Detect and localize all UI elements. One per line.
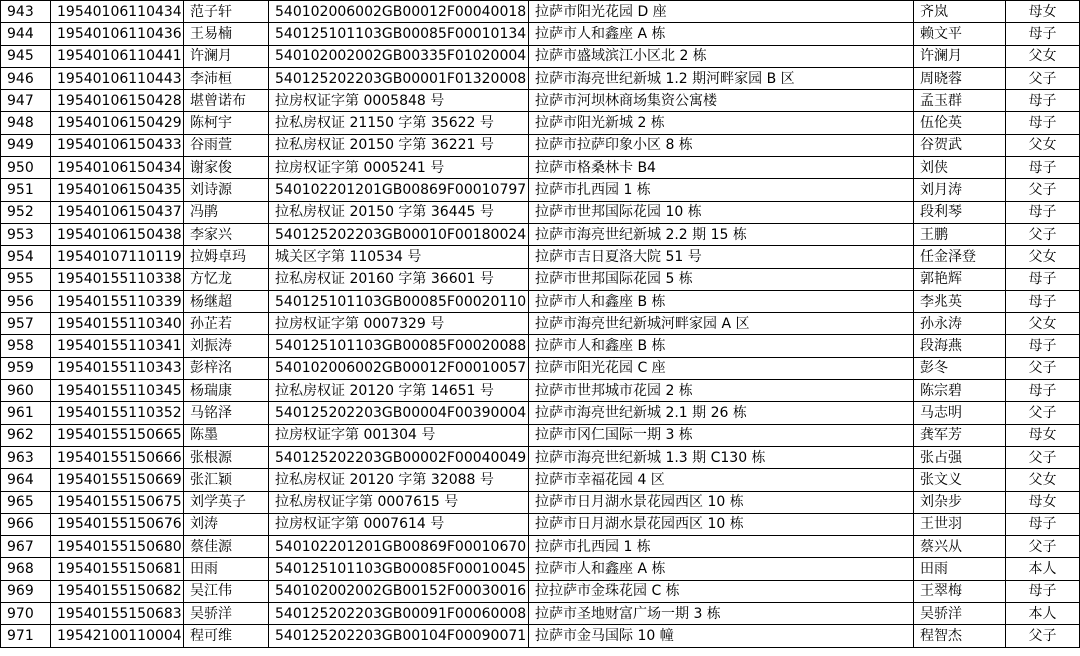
cell-number: 954 — [1, 246, 51, 268]
cell-address: 拉萨市日月湖水景花园西区 10 栋 — [529, 491, 914, 513]
cell-guardian: 刘月涛 — [914, 179, 1006, 201]
cell-guardian: 李兆英 — [914, 290, 1006, 312]
cell-property-certificate: 拉私房权证 20120 字第 14651 号 — [269, 380, 529, 402]
cell-guardian: 孙永涛 — [914, 313, 1006, 335]
table-row — [1, 23, 1080, 45]
cell-student-name: 孙芷若 — [184, 313, 269, 335]
cell-address: 拉萨市海亮世纪新城 1.2 期河畔家园 B 区 — [529, 67, 914, 89]
cell-guardian: 张占强 — [914, 446, 1006, 468]
cell-number: 967 — [1, 536, 51, 558]
cell-guardian: 刘杂步 — [914, 491, 1006, 513]
table-row — [1, 1, 1080, 23]
cell-relation: 父子 — [1006, 179, 1080, 201]
cell-guardian: 许澜月 — [914, 45, 1006, 67]
cell-relation: 父子 — [1006, 625, 1080, 647]
cell-student-id: 19540155110339 — [51, 290, 184, 312]
cell-address: 拉萨市幸福花园 4 区 — [529, 469, 914, 491]
cell-student-name: 方忆龙 — [184, 268, 269, 290]
table-row — [1, 112, 1080, 134]
cell-property-certificate: 拉私房权证 20150 字第 36445 号 — [269, 201, 529, 223]
cell-number: 966 — [1, 513, 51, 535]
cell-guardian: 段利琴 — [914, 201, 1006, 223]
cell-student-name: 杨瑞康 — [184, 380, 269, 402]
cell-number: 946 — [1, 67, 51, 89]
cell-guardian: 张文义 — [914, 469, 1006, 491]
cell-student-name: 刘诗源 — [184, 179, 269, 201]
cell-property-certificate: 拉房权证字第 0005848 号 — [269, 90, 529, 112]
cell-student-id: 19540155110338 — [51, 268, 184, 290]
cell-relation: 父子 — [1006, 67, 1080, 89]
cell-relation: 母子 — [1006, 201, 1080, 223]
cell-student-name: 田雨 — [184, 558, 269, 580]
cell-address: 拉萨市格桑林卡 B4 — [529, 157, 914, 179]
cell-property-certificate: 540125101103GB00085F00010045 — [269, 558, 529, 580]
cell-guardian: 陈宗碧 — [914, 380, 1006, 402]
cell-address: 拉萨市海亮世纪新城 2.1 期 26 栋 — [529, 402, 914, 424]
cell-address: 拉萨市人和鑫座 A 栋 — [529, 558, 914, 580]
cell-relation: 本人 — [1006, 603, 1080, 625]
cell-property-certificate: 拉私房权证 20160 字第 36601 号 — [269, 268, 529, 290]
cell-guardian: 马志明 — [914, 402, 1006, 424]
cell-address: 拉萨市河坝林商场集资公寓楼 — [529, 90, 914, 112]
cell-address: 拉萨市阳光花园 D 座 — [529, 1, 914, 23]
cell-student-id: 19540155110341 — [51, 335, 184, 357]
cell-student-name: 张汇颖 — [184, 469, 269, 491]
cell-relation: 父子 — [1006, 402, 1080, 424]
cell-property-certificate: 拉私房权证字第 0007615 号 — [269, 491, 529, 513]
cell-property-certificate: 拉房权证字第 001304 号 — [269, 424, 529, 446]
table-row — [1, 603, 1080, 625]
cell-relation: 母子 — [1006, 268, 1080, 290]
table-row — [1, 513, 1080, 535]
cell-student-name: 蔡佳源 — [184, 536, 269, 558]
cell-number: 962 — [1, 424, 51, 446]
cell-guardian: 王翠梅 — [914, 580, 1006, 602]
table-row — [1, 246, 1080, 268]
cell-property-certificate: 540125202203GB00002F00040049 — [269, 446, 529, 468]
cell-relation: 父女 — [1006, 313, 1080, 335]
cell-guardian: 周晓蓉 — [914, 67, 1006, 89]
cell-student-id: 19540155150681 — [51, 558, 184, 580]
cell-guardian: 齐岚 — [914, 1, 1006, 23]
cell-property-certificate: 540102006002GB00012F00040018 — [269, 1, 529, 23]
cell-address: 拉萨市海亮世纪新城 1.3 期 C130 栋 — [529, 446, 914, 468]
cell-student-id: 19540155150676 — [51, 513, 184, 535]
cell-guardian: 孟玉群 — [914, 90, 1006, 112]
table-row — [1, 313, 1080, 335]
cell-relation: 父女 — [1006, 45, 1080, 67]
cell-property-certificate: 拉房权证字第 0005241 号 — [269, 157, 529, 179]
cell-student-id: 19540106110443 — [51, 67, 184, 89]
cell-property-certificate: 540102006002GB00012F00010057 — [269, 357, 529, 379]
table-row — [1, 402, 1080, 424]
cell-address: 拉萨市世邦城市花园 2 栋 — [529, 380, 914, 402]
cell-student-id: 19540106150433 — [51, 134, 184, 156]
cell-address: 拉萨市人和鑫座 B 栋 — [529, 335, 914, 357]
cell-address: 拉萨市圣地财富广场一期 3 栋 — [529, 603, 914, 625]
cell-student-name: 刘振涛 — [184, 335, 269, 357]
cell-student-name: 张根源 — [184, 446, 269, 468]
cell-number: 944 — [1, 23, 51, 45]
cell-number: 963 — [1, 446, 51, 468]
cell-relation: 本人 — [1006, 558, 1080, 580]
cell-guardian: 伍伦英 — [914, 112, 1006, 134]
cell-number: 951 — [1, 179, 51, 201]
cell-student-id: 19540155150680 — [51, 536, 184, 558]
cell-relation: 父子 — [1006, 536, 1080, 558]
cell-guardian: 郭艳辉 — [914, 268, 1006, 290]
cell-number: 945 — [1, 45, 51, 67]
cell-student-id: 19540155110343 — [51, 357, 184, 379]
cell-number: 947 — [1, 90, 51, 112]
cell-number: 969 — [1, 580, 51, 602]
cell-guardian: 任金泽登 — [914, 246, 1006, 268]
cell-student-id: 19540106150434 — [51, 157, 184, 179]
cell-guardian: 王鹏 — [914, 223, 1006, 245]
cell-student-name: 李沛桓 — [184, 67, 269, 89]
cell-student-id: 19542100110004 — [51, 625, 184, 647]
cell-student-id: 19540106150435 — [51, 179, 184, 201]
cell-number: 952 — [1, 201, 51, 223]
table-row — [1, 357, 1080, 379]
cell-guardian: 段海燕 — [914, 335, 1006, 357]
cell-address: 拉萨市冈仁国际一期 3 栋 — [529, 424, 914, 446]
cell-student-name: 冯鹃 — [184, 201, 269, 223]
cell-student-id: 19540155150683 — [51, 603, 184, 625]
cell-student-name: 范子轩 — [184, 1, 269, 23]
cell-number: 953 — [1, 223, 51, 245]
table-row — [1, 536, 1080, 558]
table-row — [1, 558, 1080, 580]
cell-student-name: 彭梓洺 — [184, 357, 269, 379]
cell-address: 拉萨市人和鑫座 B 栋 — [529, 290, 914, 312]
cell-student-name: 程可维 — [184, 625, 269, 647]
cell-relation: 母子 — [1006, 112, 1080, 134]
cell-relation: 父女 — [1006, 134, 1080, 156]
cell-guardian: 刘侠 — [914, 157, 1006, 179]
cell-number: 943 — [1, 1, 51, 23]
table-row — [1, 580, 1080, 602]
cell-address: 拉萨市盛域滨江小区北 2 栋 — [529, 45, 914, 67]
cell-student-id: 19540106150437 — [51, 201, 184, 223]
cell-property-certificate: 540102201201GB00869F00010797 — [269, 179, 529, 201]
table-row — [1, 179, 1080, 201]
table-row — [1, 380, 1080, 402]
cell-relation: 父子 — [1006, 357, 1080, 379]
cell-relation: 父子 — [1006, 446, 1080, 468]
cell-guardian: 龚军芳 — [914, 424, 1006, 446]
cell-property-certificate: 拉私房权证 20120 字第 32088 号 — [269, 469, 529, 491]
cell-number: 956 — [1, 290, 51, 312]
cell-student-name: 拉姆卓玛 — [184, 246, 269, 268]
table-row — [1, 424, 1080, 446]
table-row — [1, 625, 1080, 647]
table-row — [1, 335, 1080, 357]
cell-student-name: 吴骄洋 — [184, 603, 269, 625]
cell-student-id: 19540155150669 — [51, 469, 184, 491]
cell-number: 950 — [1, 157, 51, 179]
cell-number: 949 — [1, 134, 51, 156]
cell-address: 拉萨市世邦国际花园 5 栋 — [529, 268, 914, 290]
cell-student-name: 堪曾诺布 — [184, 90, 269, 112]
cell-student-id: 19540106150428 — [51, 90, 184, 112]
cell-number: 959 — [1, 357, 51, 379]
cell-property-certificate: 拉房权证字第 0007329 号 — [269, 313, 529, 335]
cell-student-id: 19540106110436 — [51, 23, 184, 45]
cell-relation: 父女 — [1006, 469, 1080, 491]
table-row — [1, 90, 1080, 112]
cell-student-id: 19540107110119 — [51, 246, 184, 268]
table-row — [1, 290, 1080, 312]
table-row — [1, 446, 1080, 468]
cell-relation: 母子 — [1006, 513, 1080, 535]
cell-student-name: 杨继超 — [184, 290, 269, 312]
cell-student-id: 19540106110434 — [51, 1, 184, 23]
cell-guardian: 谷贺武 — [914, 134, 1006, 156]
cell-property-certificate: 540102002002GB00152F00030016 — [269, 580, 529, 602]
cell-student-id: 19540155110352 — [51, 402, 184, 424]
cell-address: 拉萨市扎西园 1 栋 — [529, 179, 914, 201]
cell-student-name: 李家兴 — [184, 223, 269, 245]
cell-relation: 母女 — [1006, 424, 1080, 446]
cell-number: 948 — [1, 112, 51, 134]
cell-property-certificate: 540125202203GB00010F00180024 — [269, 223, 529, 245]
cell-number: 971 — [1, 625, 51, 647]
table-row — [1, 157, 1080, 179]
cell-property-certificate: 540125202203GB00001F01320008 — [269, 67, 529, 89]
cell-student-name: 谢家俊 — [184, 157, 269, 179]
cell-guardian: 赖文平 — [914, 23, 1006, 45]
cell-student-name: 谷雨萱 — [184, 134, 269, 156]
cell-relation: 母女 — [1006, 491, 1080, 513]
cell-number: 968 — [1, 558, 51, 580]
cell-student-id: 19540155150675 — [51, 491, 184, 513]
cell-relation: 母子 — [1006, 335, 1080, 357]
cell-relation: 母女 — [1006, 1, 1080, 23]
cell-address: 拉萨市日月湖水景花园西区 10 栋 — [529, 513, 914, 535]
cell-relation: 母子 — [1006, 157, 1080, 179]
cell-relation: 母子 — [1006, 90, 1080, 112]
cell-address: 拉萨市拉萨印象小区 8 栋 — [529, 134, 914, 156]
cell-guardian: 蔡兴从 — [914, 536, 1006, 558]
cell-guardian: 田雨 — [914, 558, 1006, 580]
cell-address: 拉拉萨市金珠花园 C 栋 — [529, 580, 914, 602]
cell-student-id: 19540155110345 — [51, 380, 184, 402]
table-body — [1, 1, 1080, 648]
cell-relation: 母子 — [1006, 290, 1080, 312]
cell-student-name: 陈墨 — [184, 424, 269, 446]
cell-number: 961 — [1, 402, 51, 424]
cell-student-id: 19540106110441 — [51, 45, 184, 67]
table-row — [1, 469, 1080, 491]
cell-number: 964 — [1, 469, 51, 491]
table-row — [1, 67, 1080, 89]
cell-guardian: 吴骄洋 — [914, 603, 1006, 625]
cell-number: 958 — [1, 335, 51, 357]
cell-address: 拉萨市人和鑫座 A 栋 — [529, 23, 914, 45]
cell-property-certificate: 540125202203GB00091F00060008 — [269, 603, 529, 625]
cell-property-certificate: 拉私房权证 20150 字第 36221 号 — [269, 134, 529, 156]
cell-property-certificate: 540125202203GB00004F00390004 — [269, 402, 529, 424]
cell-student-name: 刘学英子 — [184, 491, 269, 513]
cell-number: 970 — [1, 603, 51, 625]
cell-address: 拉萨市扎西园 1 栋 — [529, 536, 914, 558]
cell-address: 拉萨市金马国际 10 幢 — [529, 625, 914, 647]
cell-address: 拉萨市海亮世纪新城 2.2 期 15 栋 — [529, 223, 914, 245]
cell-student-name: 马铭泽 — [184, 402, 269, 424]
table-row — [1, 134, 1080, 156]
cell-student-name: 陈柯宇 — [184, 112, 269, 134]
cell-address: 拉萨市阳光花园 C 座 — [529, 357, 914, 379]
cell-relation: 父女 — [1006, 246, 1080, 268]
cell-student-id: 19540106150429 — [51, 112, 184, 134]
cell-student-name: 吴江伟 — [184, 580, 269, 602]
cell-student-id: 19540155110340 — [51, 313, 184, 335]
cell-address: 拉萨市世邦国际花园 10 栋 — [529, 201, 914, 223]
table-row — [1, 45, 1080, 67]
cell-property-certificate: 540125101103GB00085F00020088 — [269, 335, 529, 357]
cell-property-certificate: 540102201201GB00869F00010670 — [269, 536, 529, 558]
cell-guardian: 程智杰 — [914, 625, 1006, 647]
cell-number: 955 — [1, 268, 51, 290]
cell-relation: 母子 — [1006, 23, 1080, 45]
cell-number: 957 — [1, 313, 51, 335]
table-row — [1, 268, 1080, 290]
cell-relation: 父子 — [1006, 223, 1080, 245]
cell-student-name: 许澜月 — [184, 45, 269, 67]
table-row — [1, 201, 1080, 223]
cell-relation: 母子 — [1006, 580, 1080, 602]
cell-number: 965 — [1, 491, 51, 513]
cell-student-id: 19540155150665 — [51, 424, 184, 446]
cell-property-certificate: 拉私房权证 21150 字第 35622 号 — [269, 112, 529, 134]
cell-guardian: 王世羽 — [914, 513, 1006, 535]
cell-property-certificate: 540125101103GB00085F00020110 — [269, 290, 529, 312]
cell-number: 960 — [1, 380, 51, 402]
cell-address: 拉萨市海亮世纪新城河畔家园 A 区 — [529, 313, 914, 335]
cell-property-certificate: 540125202203GB00104F00090071 — [269, 625, 529, 647]
cell-student-id: 19540155150682 — [51, 580, 184, 602]
table-row — [1, 491, 1080, 513]
cell-student-id: 19540106150438 — [51, 223, 184, 245]
table-row — [1, 223, 1080, 245]
cell-guardian: 彭冬 — [914, 357, 1006, 379]
cell-property-certificate: 城关区字第 110534 号 — [269, 246, 529, 268]
cell-property-certificate: 拉房权证字第 0007614 号 — [269, 513, 529, 535]
cell-address: 拉萨市阳光新城 2 栋 — [529, 112, 914, 134]
cell-student-id: 19540155150666 — [51, 446, 184, 468]
cell-relation: 母子 — [1006, 380, 1080, 402]
cell-student-name: 王易楠 — [184, 23, 269, 45]
cell-property-certificate: 540102002002GB00335F01020004 — [269, 45, 529, 67]
cell-address: 拉萨市吉日夏洛大院 51 号 — [529, 246, 914, 268]
cell-property-certificate: 540125101103GB00085F00010134 — [269, 23, 529, 45]
cell-student-name: 刘涛 — [184, 513, 269, 535]
